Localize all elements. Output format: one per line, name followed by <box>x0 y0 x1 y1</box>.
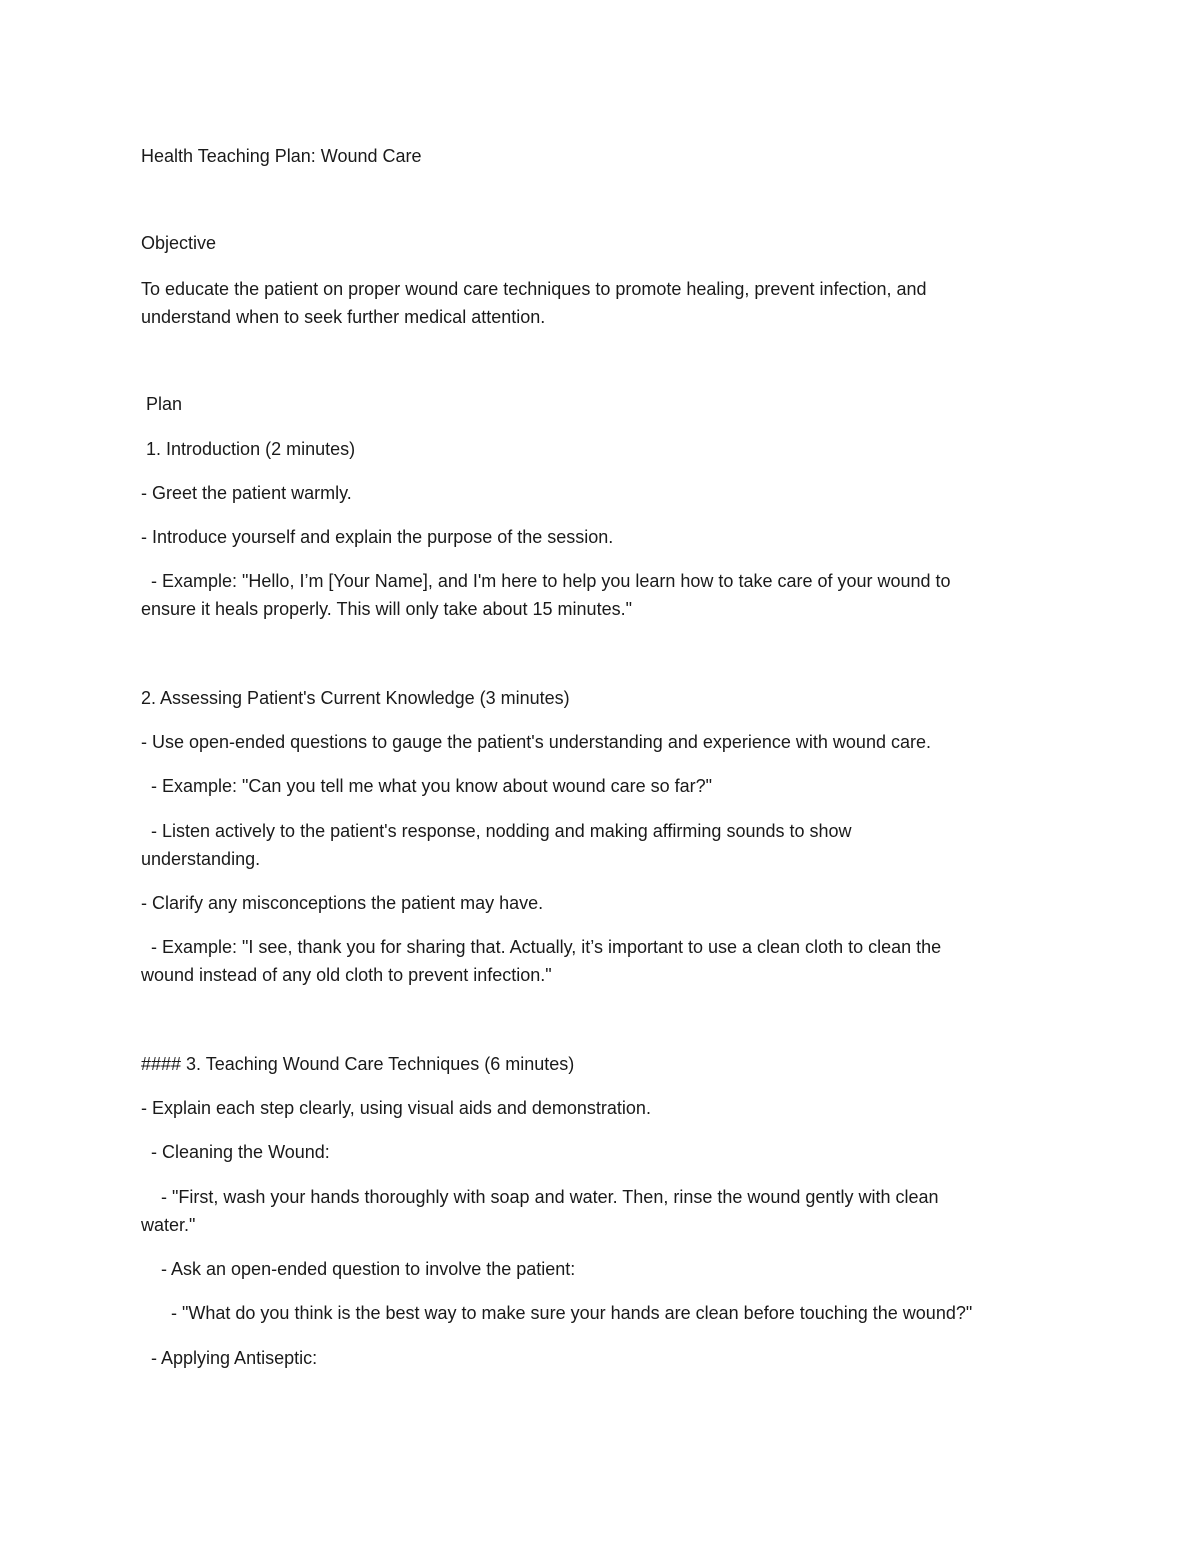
section-3-antiseptic: - Applying Antiseptic: <box>141 1348 318 1368</box>
section-1-introduce: - Introduce yourself and explain the purpose of the session. <box>141 527 614 547</box>
objective-text-line-1: To educate the patient on proper wound care techniques to promote healing, prevent infection, and <box>141 279 927 299</box>
section-3-ask-question: - Ask an open-ended question to involve the patient: <box>141 1259 576 1279</box>
section-2-clarify: - Clarify any misconceptions the patient may have. <box>141 893 544 913</box>
section-2-open-ended: - Use open-ended questions to gauge the patient's understanding and experience with wound care. <box>141 732 931 752</box>
section-3-heading: #### 3. Teaching Wound Care Techniques (6 minutes) <box>141 1054 575 1074</box>
section-2-example-2-line-2: wound instead of any old cloth to prevent infection." <box>141 965 552 985</box>
objective-heading: Objective <box>141 233 217 253</box>
section-2-example-1: - Example: "Can you tell me what you know about wound care so far?" <box>141 776 713 796</box>
section-3-question-quote: - "What do you think is the best way to make sure your hands are clean before touching the wound?" <box>141 1303 973 1323</box>
section-3-explain: - Explain each step clearly, using visual aids and demonstration. <box>141 1098 651 1118</box>
section-3-cleaning: - Cleaning the Wound: <box>141 1142 330 1162</box>
section-2-listen-line-2: understanding. <box>141 849 261 869</box>
document-title: Health Teaching Plan: Wound Care <box>141 146 422 166</box>
section-1-example-line-2: ensure it heals properly. This will only take about 15 minutes." <box>141 599 632 619</box>
section-2-heading: 2. Assessing Patient's Current Knowledge (3 minutes) <box>141 688 570 708</box>
objective-text-line-2: understand when to seek further medical attention. <box>141 307 546 327</box>
section-1-greet: - Greet the patient warmly. <box>141 483 352 503</box>
section-2-example-2-line-1: - Example: "I see, thank you for sharing that. Actually, it’s important to use a clean cloth to clean the <box>141 937 942 957</box>
plan-heading: Plan <box>141 394 183 414</box>
section-3-first-wash-line-2: water." <box>141 1215 196 1235</box>
section-1-heading: 1. Introduction (2 minutes) <box>141 439 356 459</box>
section-2-listen-line-1: - Listen actively to the patient's response, nodding and making affirming sounds to show <box>141 821 852 841</box>
section-1-example-line-1: - Example: "Hello, I’m [Your Name], and I'm here to help you learn how to take care of your wound to <box>141 571 951 591</box>
section-3-first-wash-line-1: - "First, wash your hands thoroughly with soap and water. Then, rinse the wound gently with clean <box>141 1187 939 1207</box>
